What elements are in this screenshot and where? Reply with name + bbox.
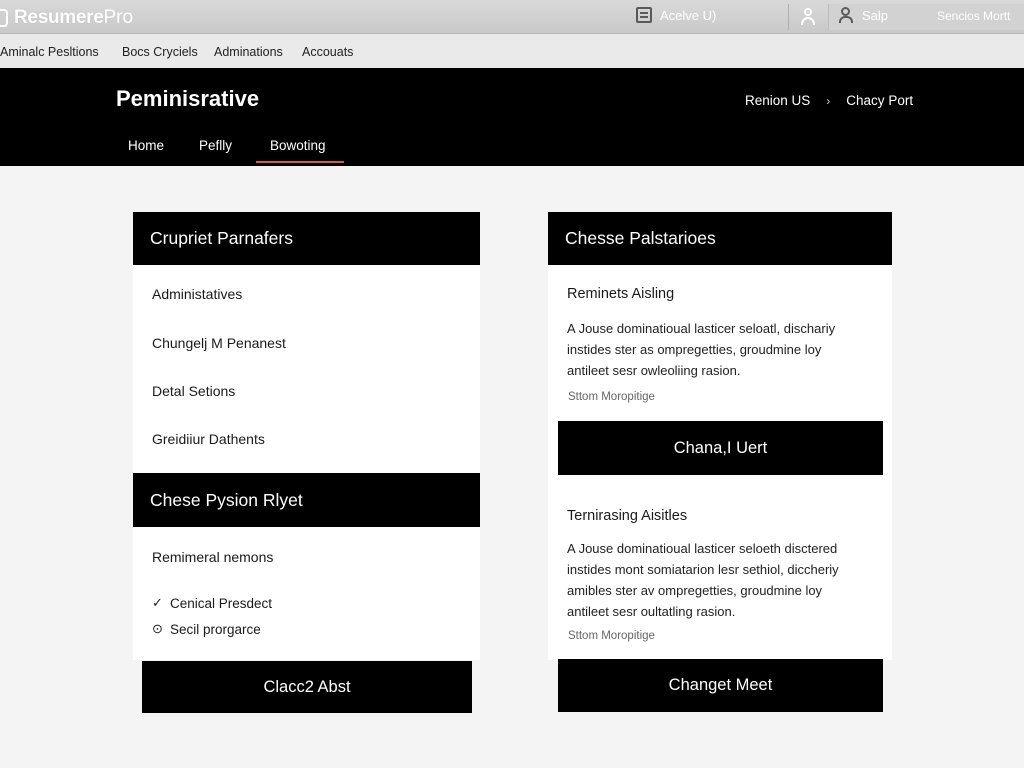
tab-bowoting[interactable]: Bowoting	[270, 138, 326, 153]
menu-item-adminations[interactable]: Adminations	[214, 45, 283, 59]
right-action-button-2[interactable]: Changet Meet	[558, 659, 883, 712]
brand-name: Resumere	[14, 7, 104, 28]
section-meta: Sttom Moropitige	[568, 630, 655, 642]
card-header-pysion: Chese Pysion Rlyet	[133, 473, 480, 527]
right-action-button-1[interactable]: Chana,I Uert	[558, 421, 883, 475]
brand-suffix: Pro	[103, 7, 134, 28]
divider	[788, 4, 789, 30]
section-paragraph	[567, 538, 867, 622]
document-icon	[636, 7, 652, 23]
checkbox-row[interactable]	[152, 595, 272, 611]
session-label: Sencios Mortt	[937, 9, 1011, 23]
tab-profile[interactable]: Peflly	[199, 138, 233, 153]
account-icon	[838, 7, 854, 23]
section-heading: Remimeral nemons	[152, 549, 274, 565]
active-label: Acelve U)	[660, 7, 717, 23]
breadcrumb-region[interactable]: Renion US	[745, 93, 811, 108]
paragraph-line: amibles ster av ompregetties, groudmine loy	[567, 583, 823, 598]
section-paragraph	[567, 318, 867, 381]
paragraph-line: A Jouse dominatioual lasticer seloeth disctered	[567, 541, 838, 556]
app-header	[0, 0, 1024, 34]
menu-bar	[0, 34, 1024, 68]
paragraph-line: A Jouse dominatioual lasticer seloatl, dischariy	[567, 321, 836, 336]
section-title: Ternirasing Aisitles	[567, 508, 688, 524]
paragraph-line: antileet sesr owleoliing rasion.	[567, 363, 741, 378]
card-header-parameters: Crupriet Parnafers	[133, 212, 480, 265]
session-link[interactable]	[937, 9, 1010, 23]
logo-icon	[0, 9, 8, 27]
menu-item-accounts[interactable]: Accouats	[302, 45, 354, 59]
sign-label: Salp	[862, 7, 889, 23]
list-item[interactable]: Detal Setions	[152, 383, 236, 399]
paragraph-line: instides mont somiatarion lesr sethiol, diccheriy	[567, 562, 839, 577]
radio-icon: ⊙	[152, 621, 163, 636]
list-item[interactable]: Chungelj M Penanest	[152, 335, 286, 351]
sign-link[interactable]	[838, 7, 888, 23]
checkbox-label: Cenical Presdect	[170, 595, 273, 611]
card-header-palstarioes: Chesse Palstarioes	[548, 212, 892, 265]
list-item[interactable]: Greidiiur Dathents	[152, 431, 265, 447]
active-tab-indicator	[256, 161, 344, 163]
page-title: Peminisrative	[116, 86, 260, 111]
paragraph-line: antileet sesr oultatling rasion.	[567, 604, 736, 619]
section-meta: Sttom Moropitige	[568, 391, 655, 403]
check-icon: ✓	[152, 595, 163, 610]
menu-item-positions[interactable]: Aminalc Pesltions	[0, 45, 99, 59]
radio-row[interactable]	[152, 621, 261, 637]
chevron-right-icon: ›	[826, 93, 831, 108]
section-title: Reminets Aisling	[567, 286, 675, 302]
tab-home[interactable]: Home	[128, 138, 165, 153]
active-status[interactable]	[636, 7, 716, 23]
brand[interactable]	[0, 7, 133, 29]
paragraph-line: instides ster as ompregetties, groudmine loy	[567, 342, 822, 357]
list-item[interactable]: Administatives	[152, 286, 243, 302]
breadcrumb-port[interactable]: Chacy Port	[846, 93, 914, 108]
breadcrumb	[745, 93, 913, 108]
left-action-button[interactable]: Clacc2 Abst	[142, 661, 472, 713]
user-icon[interactable]	[800, 8, 816, 26]
radio-label: Secil prorgarce	[170, 621, 261, 637]
menu-item-cycles[interactable]: Bocs Cryciels	[122, 45, 198, 59]
hero-banner	[0, 68, 1024, 166]
